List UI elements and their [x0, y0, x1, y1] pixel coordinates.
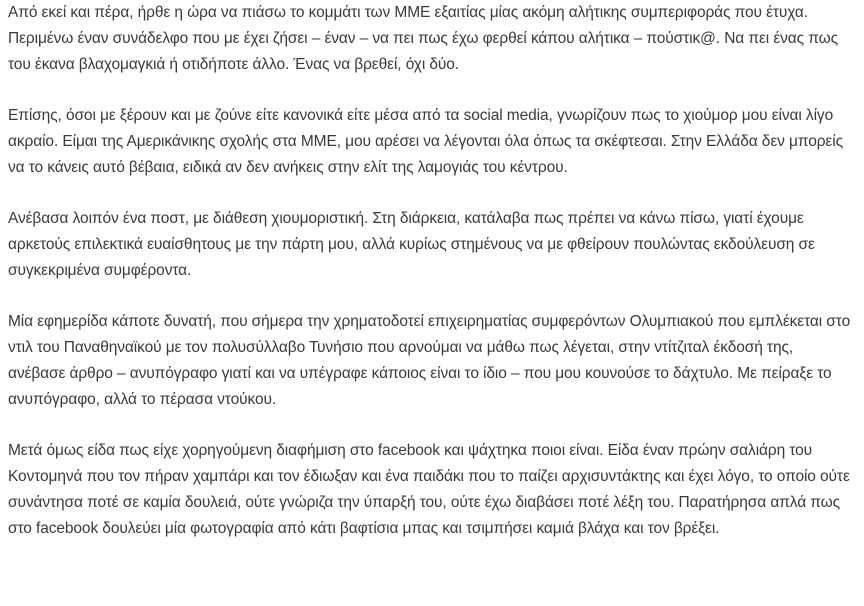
article-paragraph-2: Επίσης, όσοι με ξέρουν και με ζούνε είτε κανονικά είτε μέσα από τα social media, γνωρίζουν πως το χιούμορ μου είναι λίγο ακραίο. Είμαι της Αμερικάνικης σχολής στα ΜΜΕ, μου αρέσει να λέγονται όλα όπως τα σκέφτεσαι. Στην Ελλάδα δεν μπορείς να το κάνεις αυτό βέβαια, ειδικά αν δεν ανήκεις στην ελίτ της λαμογιάς του κέντρου. [8, 107, 843, 176]
article-paragraph-3: Ανέβασα λοιπόν ένα ποστ, με διάθεση χιουμοριστική. Στη διάρκεια, κατάλαβα πως πρέπει να κάνω πίσω, γιατί έχουμε αρκετούς επιλεκτικά ευαίσθητους με την πάρτη μου, αλλά κυρίως στημένους να με φθείρουν πουλώντας εκδούλευση σε συγκεκριμένα συμφέροντα. [8, 210, 815, 279]
article-paragraph-4: Μία εφημερίδα κάποτε δυνατή, που σήμερα την χρηματοδοτεί επιχειρηματίας συμφερόντων Ολυμπιακού που εμπλέκεται στο ντιλ του Παναθηναϊκού με τον πολυσύλλαβο Τυνήσιο που αρνούμαι να μάθω πως λέγεται, στην ντίτζιταλ έκδοσή της, ανέβασε άρθρο – ανυπόγραφο γιατί και να υπέγραφε κάποιος είναι το ίδιο – που μου κουνούσε το δάχτυλο. Με πείραξε το ανυπόγραφο, αλλά το πέρασα ντούκου. [8, 313, 851, 408]
article-paragraph-5: Μετά όμως είδα πως είχε χορηγούμενη διαφήμιση στο facebook και ψάχτηκα ποιοι είναι. Είδα έναν πρώην σαλιάρη του Κοντομηνά που τον πήραν χαμπάρι και τον έδιωξαν και ένα παιδάκι που το παίζει αρχισυντάκτης και έχει λόγο, το οποίο ούτε συνάντησα ποτέ σε καμία δουλειά, ούτε γνώριζα την ύπαρξή του, ούτε έχω διαβάσει ποτέ λέξη του. Παρατήρησα απλά πως στο facebook δουλεύει μία φωτογραφία από κάτι βαφτίσια μπας και τσιμπήσει καμιά βλάχα και τον βρέξει. [8, 442, 850, 537]
article-paragraph-1: Από εκεί και πέρα, ήρθε η ώρα να πιάσω το κομμάτι των ΜΜΕ εξαιτίας μίας ακόμη αλήτικης συμπεριφοράς που έτυχα. Περιμένω έναν συνάδελφο που με έχει ζήσει – έναν – να πει πως έχω φερθεί κάπου αλήτικα – πούστικ@. Να πει ένας πως του έκανα βλαχομαγκιά ή οτιδήποτε άλλο. Ένας να βρεθεί, όχι δύο. [8, 4, 838, 73]
